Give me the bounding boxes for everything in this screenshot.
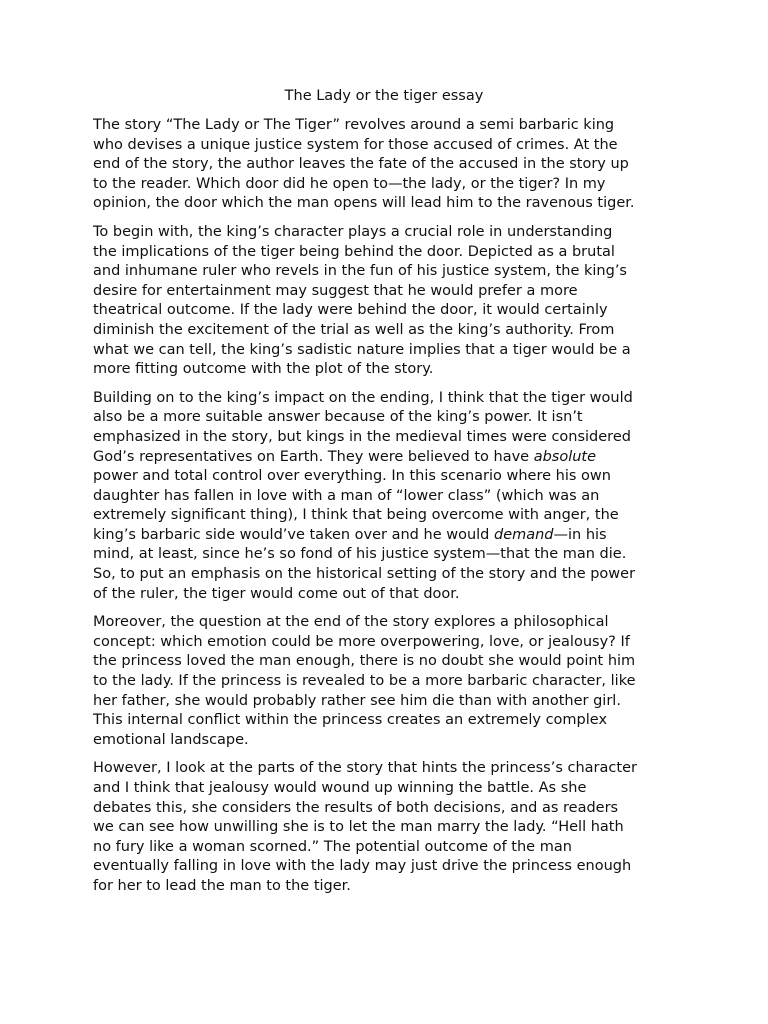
text-segment: king’s barbaric side would’ve taken over and he would (93, 526, 494, 543)
text-line: the implications of the tiger being behind the door. Depicted as a brutal (93, 243, 615, 260)
text-line: However, I look at the parts of the story that hints the princess’s character (93, 760, 637, 777)
text-line: the princess loved the man enough, there is no doubt she would point him (93, 653, 636, 670)
text-line: diminish the excitement of the trial as well as the king’s authority. From (93, 321, 615, 338)
text-line: to the reader. Which door did he open to—the lady, or the tiger? In my (93, 175, 606, 192)
text-line: eventually falling in love with the lady may just drive the princess enough (93, 858, 632, 875)
text-line: extremely significant thing), I think that being overcome with anger, the (93, 507, 619, 524)
italic-word-absolute: absolute (533, 448, 597, 465)
text-line-with-italic (93, 526, 683, 546)
paragraph-3 (93, 389, 683, 605)
text-line: Moreover, the question at the end of the story explores a philosophical (93, 614, 609, 631)
text-line: theatrical outcome. If the lady were behind the door, it would certainly (93, 302, 608, 319)
essay-title: The Lady or the tiger essay (284, 88, 484, 104)
text-line: So, to put an emphasis on the historical setting of the story and the power (93, 566, 636, 583)
paragraph-5 (93, 759, 683, 896)
text-line: also be a more suitable answer because of the king’s power. It isn’t (93, 409, 583, 426)
text-line: we can see how unwilling she is to let the man marry the lady. “Hell hath (93, 819, 624, 836)
text-line: desire for entertainment may suggest that he would prefer a more (93, 282, 578, 299)
text-line: debates this, she considers the results of both decisions, and as readers (93, 799, 619, 816)
text-line: Building on to the king’s impact on the ending, I think that the tiger would (93, 389, 633, 406)
essay-body (93, 116, 683, 906)
text-line: This internal conflict within the princess creates an extremely complex (93, 712, 608, 729)
text-line: daughter has fallen in love with a man of “lower class” (which was an (93, 487, 600, 504)
text-line: of the ruler, the tiger would come out of that door. (93, 585, 460, 602)
text-segment: —in his (553, 526, 607, 543)
text-line: concept: which emotion could be more overpowering, love, or jealousy? If (93, 633, 630, 650)
text-line: To begin with, the king’s character plays a crucial role in understanding (93, 223, 613, 240)
italic-word-demand: demand (493, 526, 554, 543)
text-line: what we can tell, the king’s sadistic nature implies that a tiger would be a (93, 341, 631, 358)
text-line: mind, at least, since he’s so fond of his justice system—that the man die. (93, 546, 627, 563)
text-line: emotional landscape. (93, 731, 249, 748)
text-segment: God’s representatives on Earth. They were believed to have (93, 448, 534, 465)
text-line: no fury like a woman scorned.” The potential outcome of the man (93, 838, 572, 855)
paragraph-4 (93, 613, 683, 750)
text-line: more fitting outcome with the plot of the story. (93, 361, 434, 378)
text-line: for her to lead the man to the tiger. (93, 877, 351, 894)
text-line: end of the story, the author leaves the fate of the accused in the story up (93, 156, 629, 173)
text-line: power and total control over everything. In this scenario where his own (93, 468, 611, 485)
text-line: who devises a unique justice system for those accused of crimes. At the (93, 136, 618, 153)
text-line: to the lady. If the princess is revealed to be a more barbaric character, like (93, 673, 636, 690)
text-line: and inhumane ruler who revels in the fun of his justice system, the king’s (93, 263, 627, 280)
text-line: opinion, the door which the man opens will lead him to the ravenous tiger. (93, 195, 635, 212)
paragraph-2 (93, 223, 683, 380)
text-line: The story “The Lady or The Tiger” revolves around a semi barbaric king (93, 117, 615, 133)
text-line: emphasized in the story, but kings in the medieval times were considered (93, 428, 631, 445)
text-line: her father, she would probably rather see him die than with another girl. (93, 692, 621, 709)
text-line-with-italic (93, 448, 683, 468)
text-line: and I think that jealousy would wound up winning the battle. As she (93, 780, 587, 796)
paragraph-1 (93, 116, 683, 214)
